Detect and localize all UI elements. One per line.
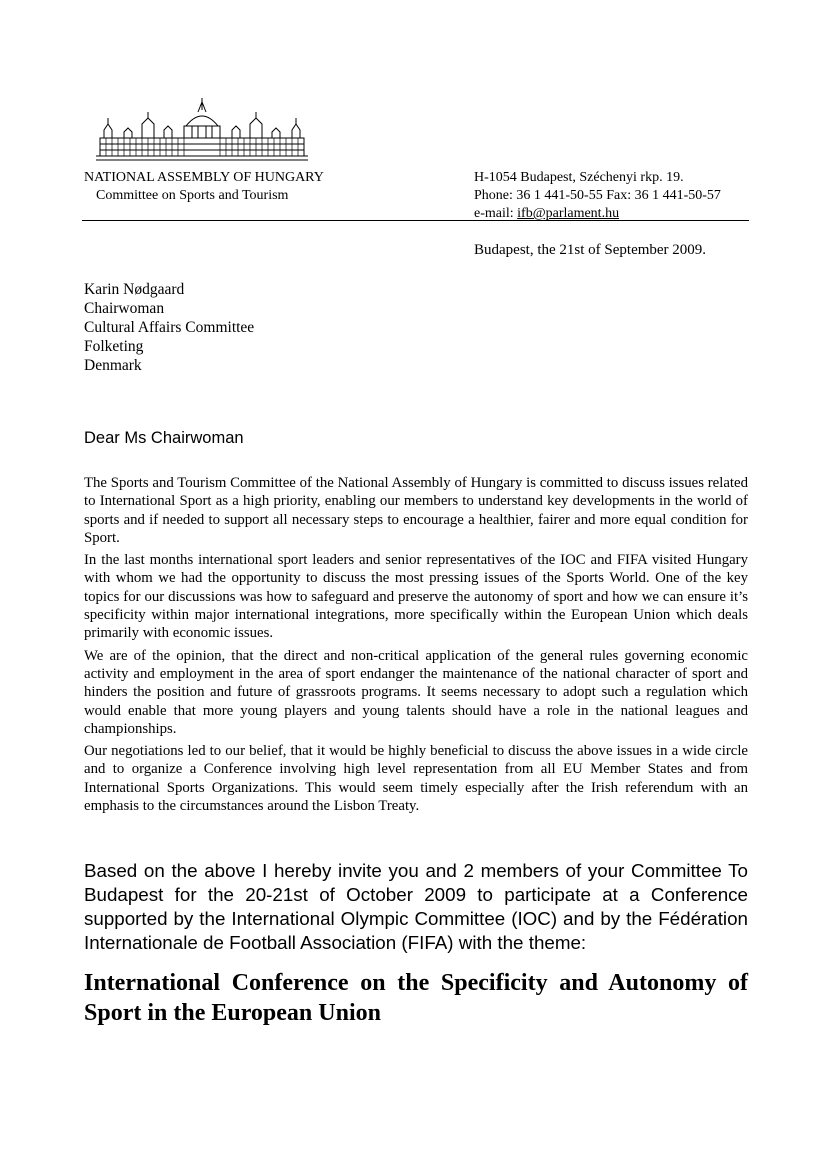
salutation: Dear Ms Chairwoman [84, 429, 244, 447]
org-name: NATIONAL ASSEMBLY OF HUNGARY [84, 170, 324, 185]
sender-block [84, 169, 324, 205]
recipient-title: Chairwoman [84, 300, 165, 317]
header-divider [82, 220, 749, 221]
email-link[interactable]: ifb@parlament.hu [517, 206, 620, 221]
letter-date: Budapest, the 21st of September 2009. [474, 242, 707, 258]
recipient-committee: Cultural Affairs Committee [84, 319, 255, 336]
recipient-parliament: Folketing [84, 338, 144, 355]
invitation-paragraph: Based on the above I hereby invite you and 2 members of your Committee To Budapest for the 20-21st of October 2009 to participate at a Conference supported by the International Olympic Committee (IOC) and by the Fédération Internationale de Football Association (FIFA) with the theme: [84, 860, 748, 953]
body-paragraph: We are of the opinion, that the direct and non-critical application of the general rules governing economic activity and employment in the area of sport endanger the maintenance of the national character of sport and hinders the position and future of grassroots programs. It seems necessary to adopt such a regulation which would enable that more young players and young talents should have a role in the national leagues and championships. [84, 647, 748, 737]
recipient-name: Karin Nødgaard [84, 281, 185, 298]
recipient-country: Denmark [84, 357, 142, 374]
letter-body [84, 474, 748, 819]
address: H-1054 Budapest, Széchenyi rkp. 19. [474, 170, 684, 185]
parliament-logo [96, 98, 308, 162]
body-paragraph: The Sports and Tourism Committee of the National Assembly of Hungary is committed to discuss issues related to International Sport as a high priority, enabling our members to understand key developments in the world of sports and if needed to support all necessary steps to encourage a healthier, fairer and more equal condition for Sport. [84, 475, 748, 546]
conference-title: International Conference on the Specificity and Autonomy of Sport in the European Union [84, 970, 748, 1026]
email-label: e-mail: [474, 206, 518, 221]
phone-fax: Phone: 36 1 441-50-55 Fax: 36 1 441-50-57 [474, 188, 721, 203]
committee-name: Committee on Sports and Tourism [96, 188, 289, 203]
recipient-block [84, 280, 254, 375]
body-paragraph: In the last months international sport leaders and senior representatives of the IOC and FIFA visited Hungary with whom we had the opportunity to discuss the most pressing issues of the Sports World. One of the key topics for our discussions was how to safeguard and preserve the autonomy of sport and how we can ensure it’s specificity within major international integrations, more specifically within the European Union which deals primarily with economic issues. [84, 552, 748, 642]
body-paragraph: Our negotiations led to our belief, that it would be highly beneficial to discuss the above issues in a wide circle and to organize a Conference involving high level representation from all EU Member States and from International Sports Organizations. This would seem timely especially after the Irish referendum with an emphasis to the circumstances around the Lisbon Treaty. [84, 743, 748, 815]
contact-block [474, 169, 721, 223]
